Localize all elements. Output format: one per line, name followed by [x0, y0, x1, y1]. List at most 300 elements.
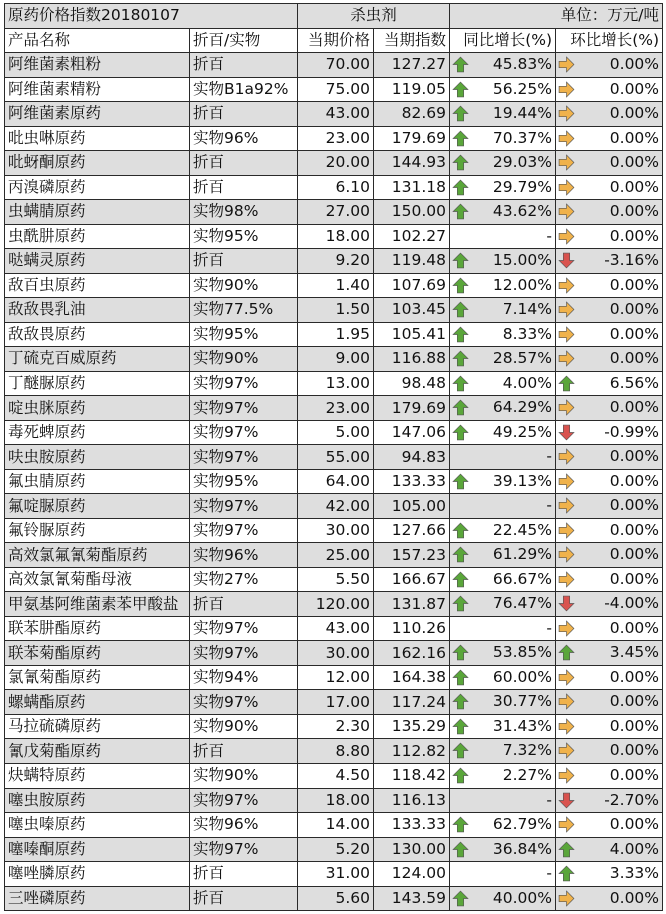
mom-value: -0.99% — [604, 422, 660, 441]
spec-cell: 折百 — [190, 739, 298, 764]
product-name: 吡蚜酮原药 — [5, 151, 190, 176]
mom-value: 0.00% — [609, 447, 660, 466]
product-name: 甲氨基阿维菌素苯甲酸盐 — [5, 592, 190, 617]
index-cell: 131.87 — [374, 592, 450, 617]
price-cell: 42.00 — [298, 494, 374, 519]
mom-cell — [556, 445, 663, 470]
right-arrow-icon — [558, 571, 575, 588]
right-arrow-icon — [558, 203, 575, 220]
up-arrow-icon — [558, 375, 575, 392]
mom-value: 3.33% — [609, 864, 660, 883]
spec-cell: 实物95% — [190, 224, 298, 249]
product-name: 联苯肼酯原药 — [5, 616, 190, 641]
up-arrow-icon — [558, 841, 575, 858]
mom-value: 0.00% — [609, 815, 660, 834]
up-arrow-icon — [452, 816, 469, 833]
column-header-row — [5, 28, 663, 53]
mom-cell — [556, 690, 663, 715]
mom-value: -2.70% — [604, 790, 660, 809]
price-cell: 9.20 — [298, 249, 374, 274]
right-arrow-icon — [558, 154, 575, 171]
spec-cell: 折百 — [190, 151, 298, 176]
right-arrow-icon — [558, 767, 575, 784]
spec-cell: 实物90% — [190, 714, 298, 739]
mom-cell — [556, 175, 663, 200]
price-cell: 5.50 — [298, 567, 374, 592]
index-cell: 110.26 — [374, 616, 450, 641]
index-cell: 116.13 — [374, 788, 450, 813]
mom-value: 0.00% — [609, 741, 660, 760]
mom-cell — [556, 396, 663, 421]
up-arrow-icon — [452, 399, 469, 416]
mom-value: 4.00% — [609, 839, 660, 858]
spec-cell: 实物90% — [190, 763, 298, 788]
yoy-value: 66.67% — [492, 569, 553, 588]
product-name: 噻嗪酮原药 — [5, 837, 190, 862]
yoy-cell — [450, 249, 556, 274]
index-cell: 130.00 — [374, 837, 450, 862]
right-arrow-icon — [558, 497, 575, 514]
spec-cell: 实物98% — [190, 200, 298, 225]
spec-cell: 实物97% — [190, 616, 298, 641]
spec-cell: 折百 — [190, 862, 298, 887]
up-arrow-icon — [452, 522, 469, 539]
index-cell: 179.69 — [374, 126, 450, 151]
index-cell: 127.27 — [374, 53, 450, 78]
right-arrow-icon — [558, 693, 575, 710]
index-cell: 112.82 — [374, 739, 450, 764]
table-row — [5, 494, 663, 519]
yoy-value: 8.33% — [502, 324, 553, 343]
price-cell: 5.00 — [298, 420, 374, 445]
product-name: 噻唑膦原药 — [5, 862, 190, 887]
up-arrow-icon — [452, 718, 469, 735]
spec-cell: 实物95% — [190, 322, 298, 347]
yoy-value: - — [546, 790, 553, 809]
up-arrow-icon — [452, 767, 469, 784]
yoy-value: 7.14% — [502, 300, 553, 319]
table-row — [5, 739, 663, 764]
price-cell: 55.00 — [298, 445, 374, 470]
yoy-cell — [450, 690, 556, 715]
col-header-spec: 折百/实物 — [190, 28, 298, 53]
spec-cell: 实物96% — [190, 126, 298, 151]
product-name: 虫螨腈原药 — [5, 200, 190, 225]
yoy-cell — [450, 616, 556, 641]
mom-value: 0.00% — [609, 324, 660, 343]
up-arrow-icon — [452, 350, 469, 367]
spec-cell: 实物90% — [190, 347, 298, 372]
mom-value: 0.00% — [609, 765, 660, 784]
mom-value: 0.00% — [609, 275, 660, 294]
price-cell: 43.00 — [298, 102, 374, 127]
mom-value: -3.16% — [604, 251, 660, 270]
table-row — [5, 126, 663, 151]
table-row — [5, 616, 663, 641]
price-cell: 12.00 — [298, 665, 374, 690]
product-name: 氯氰菊酯原药 — [5, 665, 190, 690]
yoy-value: 76.47% — [492, 594, 553, 613]
up-arrow-icon — [452, 56, 469, 73]
mom-cell — [556, 665, 663, 690]
index-cell: 162.16 — [374, 641, 450, 666]
product-name: 氟虫腈原药 — [5, 469, 190, 494]
table-row — [5, 837, 663, 862]
product-name: 虫酰肼原药 — [5, 224, 190, 249]
index-cell: 144.93 — [374, 151, 450, 176]
up-arrow-icon — [452, 693, 469, 710]
yoy-cell — [450, 567, 556, 592]
mom-value: 0.00% — [609, 471, 660, 490]
yoy-cell — [450, 126, 556, 151]
mom-value: 0.00% — [609, 177, 660, 196]
mom-cell — [556, 347, 663, 372]
mom-cell — [556, 567, 663, 592]
product-name: 阿维菌素粗粉 — [5, 53, 190, 78]
col-header-price: 当期价格 — [298, 28, 374, 53]
product-name: 敌敌畏乳油 — [5, 298, 190, 323]
yoy-cell — [450, 151, 556, 176]
spec-cell: 实物77.5% — [190, 298, 298, 323]
col-header-yoy: 同比增长(%) — [450, 28, 556, 53]
price-cell: 120.00 — [298, 592, 374, 617]
yoy-value: 45.83% — [492, 55, 553, 74]
index-cell: 119.48 — [374, 249, 450, 274]
mom-value: 0.00% — [609, 618, 660, 637]
table-row — [5, 102, 663, 127]
mom-value: 0.00% — [609, 226, 660, 245]
yoy-cell — [450, 298, 556, 323]
mom-value: 0.00% — [609, 300, 660, 319]
mom-value: 6.56% — [609, 373, 660, 392]
up-arrow-icon — [452, 841, 469, 858]
yoy-cell — [450, 102, 556, 127]
right-arrow-icon — [558, 473, 575, 490]
spec-cell: 实物96% — [190, 813, 298, 838]
mom-value: 0.00% — [609, 692, 660, 711]
index-cell: 150.00 — [374, 200, 450, 225]
mom-cell — [556, 273, 663, 298]
price-index-sheet — [4, 3, 662, 911]
spec-cell: 实物90% — [190, 273, 298, 298]
yoy-cell — [450, 641, 556, 666]
product-name: 高效氯氰菊酯母液 — [5, 567, 190, 592]
mom-cell — [556, 788, 663, 813]
mom-cell — [556, 518, 663, 543]
price-cell: 18.00 — [298, 788, 374, 813]
yoy-value: 56.25% — [492, 79, 553, 98]
table-row — [5, 813, 663, 838]
right-arrow-icon — [558, 301, 575, 318]
yoy-value: 62.79% — [492, 815, 553, 834]
right-arrow-icon — [558, 522, 575, 539]
right-arrow-icon — [558, 620, 575, 637]
mom-cell — [556, 102, 663, 127]
table-row — [5, 518, 663, 543]
up-arrow-icon — [558, 865, 575, 882]
index-cell: 179.69 — [374, 396, 450, 421]
table-row — [5, 249, 663, 274]
mom-cell — [556, 322, 663, 347]
table-row — [5, 151, 663, 176]
table-row — [5, 53, 663, 78]
up-arrow-icon — [452, 473, 469, 490]
yoy-cell — [450, 445, 556, 470]
right-arrow-icon — [558, 399, 575, 416]
table-row — [5, 763, 663, 788]
spec-cell: 实物97% — [190, 494, 298, 519]
mom-value: 0.00% — [609, 667, 660, 686]
product-name: 阿维菌素精粉 — [5, 77, 190, 102]
mom-cell — [556, 837, 663, 862]
yoy-cell — [450, 53, 556, 78]
index-cell: 133.33 — [374, 469, 450, 494]
spec-cell: 折百 — [190, 249, 298, 274]
yoy-cell — [450, 763, 556, 788]
mom-value: -4.00% — [604, 594, 660, 613]
yoy-value: - — [546, 447, 553, 466]
mom-cell — [556, 53, 663, 78]
table-row — [5, 224, 663, 249]
mom-cell — [556, 371, 663, 396]
price-cell: 1.95 — [298, 322, 374, 347]
mom-value: 0.00% — [609, 349, 660, 368]
product-name: 噻虫胺原药 — [5, 788, 190, 813]
yoy-value: 40.00% — [492, 888, 553, 907]
mom-cell — [556, 714, 663, 739]
mom-value: 0.00% — [609, 496, 660, 515]
down-arrow-icon — [558, 252, 575, 269]
mom-cell — [556, 813, 663, 838]
mom-cell — [556, 77, 663, 102]
index-title: 原药价格指数20180107 — [5, 4, 298, 29]
mom-cell — [556, 469, 663, 494]
table-row — [5, 886, 663, 911]
right-arrow-icon — [558, 546, 575, 563]
title-row — [5, 4, 663, 29]
table-row — [5, 665, 663, 690]
product-name: 啶虫脒原药 — [5, 396, 190, 421]
yoy-value: 22.45% — [492, 520, 553, 539]
yoy-value: 7.32% — [502, 741, 553, 760]
index-cell: 107.69 — [374, 273, 450, 298]
table-row — [5, 592, 663, 617]
yoy-value: - — [546, 496, 553, 515]
yoy-cell — [450, 714, 556, 739]
down-arrow-icon — [558, 595, 575, 612]
product-name: 敌敌畏原药 — [5, 322, 190, 347]
up-arrow-icon — [452, 277, 469, 294]
mom-value: 0.00% — [609, 79, 660, 98]
yoy-cell — [450, 396, 556, 421]
yoy-value: 4.00% — [502, 373, 553, 392]
mom-value: 0.00% — [609, 55, 660, 74]
table-row — [5, 469, 663, 494]
price-cell: 75.00 — [298, 77, 374, 102]
spec-cell: 实物94% — [190, 665, 298, 690]
table-row — [5, 371, 663, 396]
yoy-cell — [450, 77, 556, 102]
up-arrow-icon — [452, 326, 469, 343]
up-arrow-icon — [452, 742, 469, 759]
spec-cell: 实物97% — [190, 396, 298, 421]
mom-cell — [556, 543, 663, 568]
mom-cell — [556, 200, 663, 225]
spec-cell: 折百 — [190, 175, 298, 200]
yoy-cell — [450, 200, 556, 225]
product-name: 炔螨特原药 — [5, 763, 190, 788]
mom-value: 0.00% — [609, 716, 660, 735]
table-row — [5, 77, 663, 102]
col-header-product: 产品名称 — [5, 28, 190, 53]
yoy-cell — [450, 420, 556, 445]
product-name: 螺螨酯原药 — [5, 690, 190, 715]
price-cell: 6.10 — [298, 175, 374, 200]
mom-value: 3.45% — [609, 643, 660, 662]
product-name: 马拉硫磷原药 — [5, 714, 190, 739]
yoy-cell — [450, 788, 556, 813]
up-arrow-icon — [452, 203, 469, 220]
up-arrow-icon — [452, 890, 469, 907]
index-cell: 105.41 — [374, 322, 450, 347]
table-row — [5, 714, 663, 739]
price-cell: 30.00 — [298, 641, 374, 666]
yoy-cell — [450, 371, 556, 396]
table-row — [5, 298, 663, 323]
yoy-cell — [450, 813, 556, 838]
yoy-value: 31.43% — [492, 716, 553, 735]
mom-cell — [556, 886, 663, 911]
right-arrow-icon — [558, 228, 575, 245]
unit-label: 单位：万元/吨 — [450, 4, 663, 29]
spec-cell: 实物96% — [190, 543, 298, 568]
product-name: 毒死蜱原药 — [5, 420, 190, 445]
index-cell: 105.00 — [374, 494, 450, 519]
spec-cell: 实物97% — [190, 518, 298, 543]
table-row — [5, 690, 663, 715]
price-cell: 20.00 — [298, 151, 374, 176]
yoy-value: 43.62% — [492, 202, 553, 221]
index-cell: 117.24 — [374, 690, 450, 715]
up-arrow-icon — [452, 301, 469, 318]
price-cell: 64.00 — [298, 469, 374, 494]
price-index-table — [4, 3, 663, 911]
table-row — [5, 273, 663, 298]
table-row — [5, 347, 663, 372]
product-name: 吡虫啉原药 — [5, 126, 190, 151]
right-arrow-icon — [558, 277, 575, 294]
yoy-cell — [450, 543, 556, 568]
product-name: 阿维菌素原药 — [5, 102, 190, 127]
mom-cell — [556, 224, 663, 249]
spec-cell: 实物27% — [190, 567, 298, 592]
yoy-value: 12.00% — [492, 275, 553, 294]
yoy-cell — [450, 862, 556, 887]
spec-cell: 实物95% — [190, 469, 298, 494]
up-arrow-icon — [452, 571, 469, 588]
table-row — [5, 396, 663, 421]
yoy-value: 49.25% — [492, 422, 553, 441]
index-cell: 131.18 — [374, 175, 450, 200]
yoy-cell — [450, 322, 556, 347]
spec-cell: 实物97% — [190, 690, 298, 715]
yoy-cell — [450, 175, 556, 200]
price-cell: 43.00 — [298, 616, 374, 641]
price-cell: 1.40 — [298, 273, 374, 298]
mom-value: 0.00% — [609, 202, 660, 221]
up-arrow-icon — [452, 81, 469, 98]
mom-value: 0.00% — [609, 545, 660, 564]
col-header-mom: 环比增长(%) — [556, 28, 663, 53]
table-row — [5, 200, 663, 225]
price-cell: 23.00 — [298, 126, 374, 151]
index-cell: 166.67 — [374, 567, 450, 592]
up-arrow-icon — [452, 595, 469, 612]
yoy-value: 60.00% — [492, 667, 553, 686]
product-name: 哒螨灵原药 — [5, 249, 190, 274]
up-arrow-icon — [558, 644, 575, 661]
price-cell: 2.30 — [298, 714, 374, 739]
product-name: 氟啶脲原药 — [5, 494, 190, 519]
product-name: 三唑磷原药 — [5, 886, 190, 911]
yoy-value: 29.79% — [492, 177, 553, 196]
yoy-cell — [450, 665, 556, 690]
price-cell: 1.50 — [298, 298, 374, 323]
yoy-value: 30.77% — [492, 692, 553, 711]
price-cell: 4.50 — [298, 763, 374, 788]
spec-cell: 实物97% — [190, 420, 298, 445]
mom-value: 0.00% — [609, 153, 660, 172]
table-row — [5, 175, 663, 200]
up-arrow-icon — [452, 546, 469, 563]
price-cell: 14.00 — [298, 813, 374, 838]
yoy-cell — [450, 592, 556, 617]
mom-cell — [556, 494, 663, 519]
mom-cell — [556, 420, 663, 445]
up-arrow-icon — [452, 179, 469, 196]
mom-cell — [556, 616, 663, 641]
right-arrow-icon — [558, 669, 575, 686]
right-arrow-icon — [558, 179, 575, 196]
table-row — [5, 420, 663, 445]
product-name: 丁醚脲原药 — [5, 371, 190, 396]
spec-cell: 实物97% — [190, 641, 298, 666]
right-arrow-icon — [558, 56, 575, 73]
table-row — [5, 641, 663, 666]
spec-cell: 实物B1a92% — [190, 77, 298, 102]
up-arrow-icon — [452, 424, 469, 441]
index-cell: 133.33 — [374, 813, 450, 838]
price-cell: 5.20 — [298, 837, 374, 862]
yoy-value: - — [546, 864, 553, 883]
yoy-cell — [450, 886, 556, 911]
price-cell: 70.00 — [298, 53, 374, 78]
yoy-value: 61.29% — [492, 545, 553, 564]
col-header-index: 当期指数 — [374, 28, 450, 53]
table-row — [5, 862, 663, 887]
product-name: 高效氯氟氰菊酯原药 — [5, 543, 190, 568]
price-cell: 18.00 — [298, 224, 374, 249]
yoy-value: - — [546, 226, 553, 245]
mom-value: 0.00% — [609, 520, 660, 539]
up-arrow-icon — [452, 105, 469, 122]
yoy-cell — [450, 273, 556, 298]
mom-cell — [556, 249, 663, 274]
product-name: 丁硫克百威原药 — [5, 347, 190, 372]
yoy-cell — [450, 469, 556, 494]
index-cell: 127.66 — [374, 518, 450, 543]
mom-cell — [556, 298, 663, 323]
